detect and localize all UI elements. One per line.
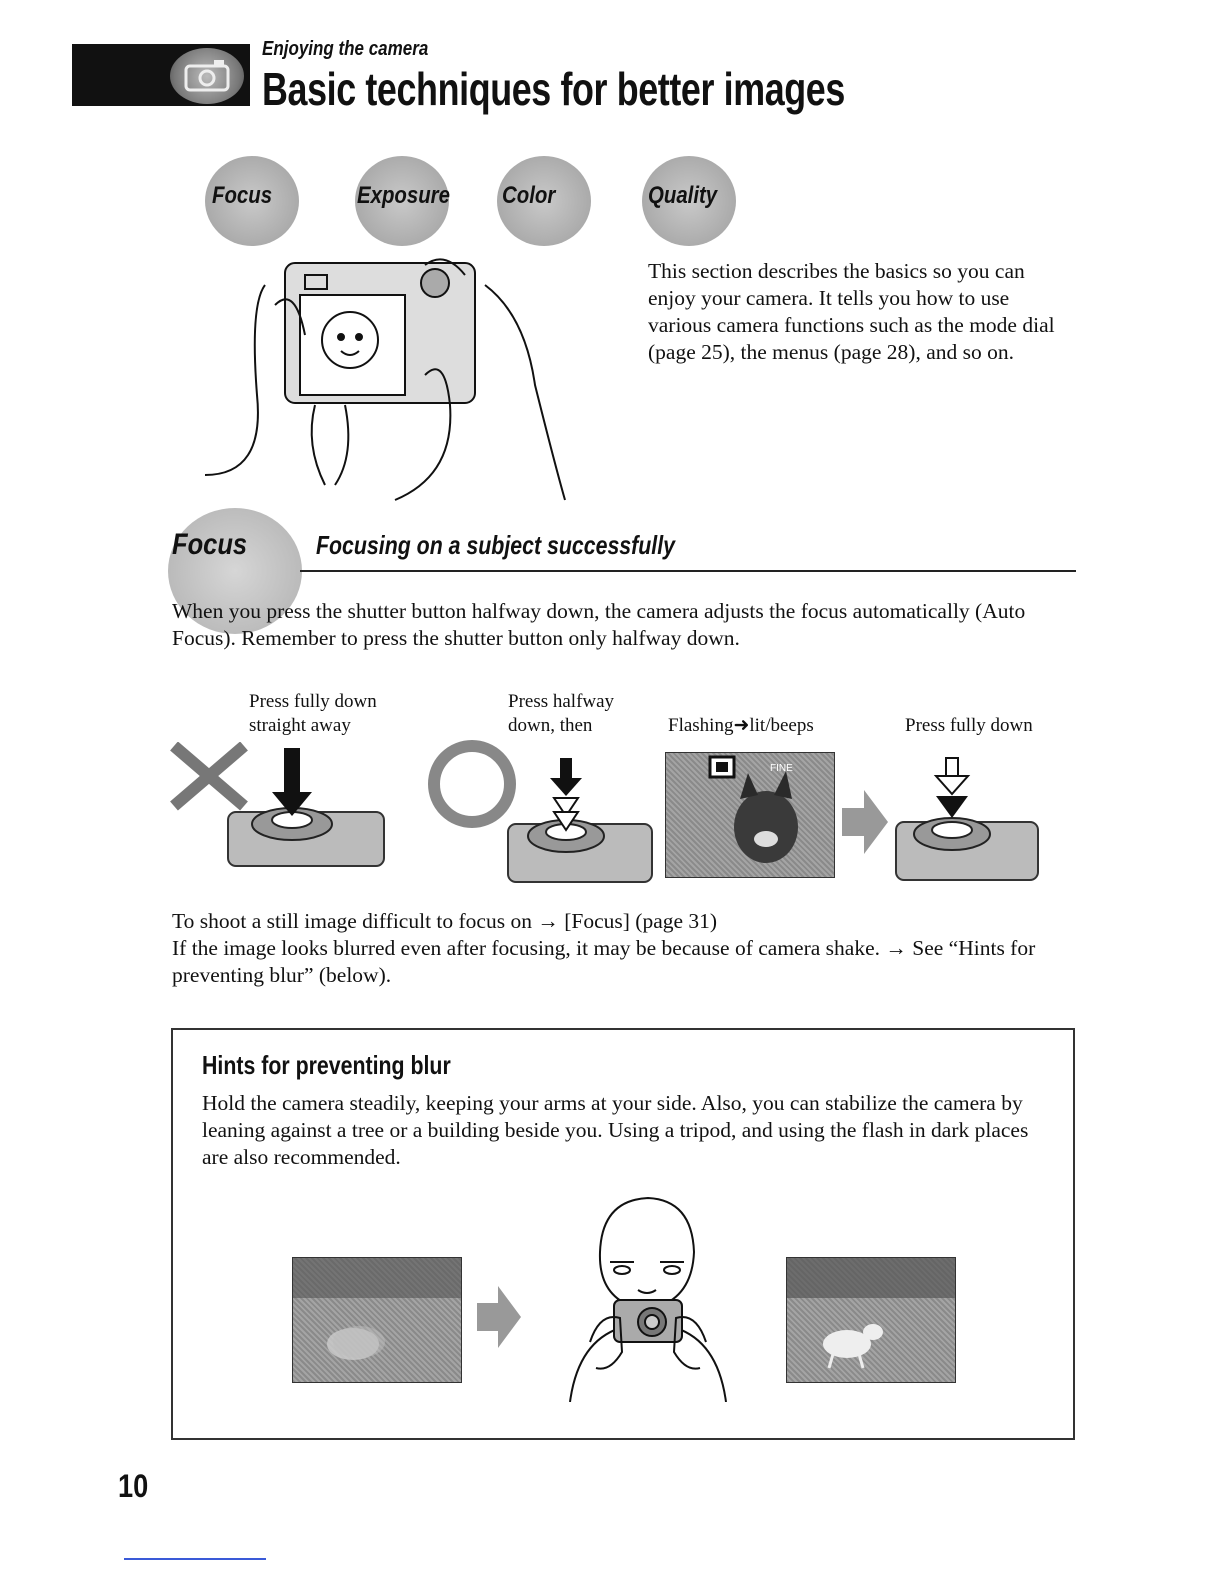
hands-camera-illustration [195,245,595,510]
dog-image [666,753,834,877]
footer-line [124,1558,266,1560]
focus-body-text: When you press the shutter button halfway down, the camera adjusts the focus automatically (Auto Focus). Remember to press the shutter button only halfway down. [172,599,1026,650]
focus-section-label: Focus [172,528,248,561]
focus-note-2: If the image looks blurred even after focusing, it may be because of camera shake. → See “Hints for preventing blur” (below). [172,936,1036,987]
caption-full: Press fully down [905,715,1033,736]
cross-icon [174,746,244,806]
focus-note-1: To shoot a still image difficult to focus on → [Focus] (page 31) [172,909,718,933]
right-arrow-icon [842,790,888,854]
caption-right [508,690,614,738]
page-title: Basic techniques for better images [262,63,845,115]
right-arrow-icon-2 [477,1286,521,1348]
section-label: Enjoying the camera [262,38,429,60]
page-number: 10 [118,1468,149,1504]
shutter-right-diagram [428,738,654,886]
focus-notes [172,908,1072,989]
caption-right-line1: Press halfway [508,691,615,712]
lcd-preview [665,752,835,878]
hints-title: Hints for preventing blur [202,1050,451,1080]
person-camera-illustration [530,1192,760,1402]
bubble-color-label: Color [502,182,556,209]
lcd-quality-label: FINE [770,763,793,774]
shutter-wrong-diagram [168,742,390,870]
bubble-quality-label: Quality [648,182,718,209]
caption-wrong-line1: Press fully down [249,691,377,712]
bubble-focus-label: Focus [212,182,273,209]
bubble-exposure-label: Exposure [357,182,450,209]
heading-rule [300,570,1076,572]
circle-icon [434,746,510,822]
caption-wrong [249,690,377,738]
shutter-full-diagram [894,754,1042,884]
caption-wrong-line2: straight away [249,715,351,736]
intro-text: This section describes the basics so you can enjoy your camera. It tells you how to use various camera functions such as the mode dial (page 25), the menus (page 28), and so on. [648,259,1055,364]
caption-flash: Flashing➜lit/beeps [668,715,814,736]
camera-badge-icon [170,48,244,104]
sharp-photo [786,1257,956,1383]
down-arrow-icon [272,748,312,816]
hints-text: Hold the camera steadily, keeping your arms at your side. Also, you can stabilize the camera by leaning against a tree or a building beside you. Using a tripod, and using the flash in dark places are also recommended. [202,1091,1029,1169]
focus-section-heading: Focusing on a subject successfully [316,530,675,560]
blurred-photo [292,1257,462,1383]
caption-right-line2: down, then [508,715,593,736]
